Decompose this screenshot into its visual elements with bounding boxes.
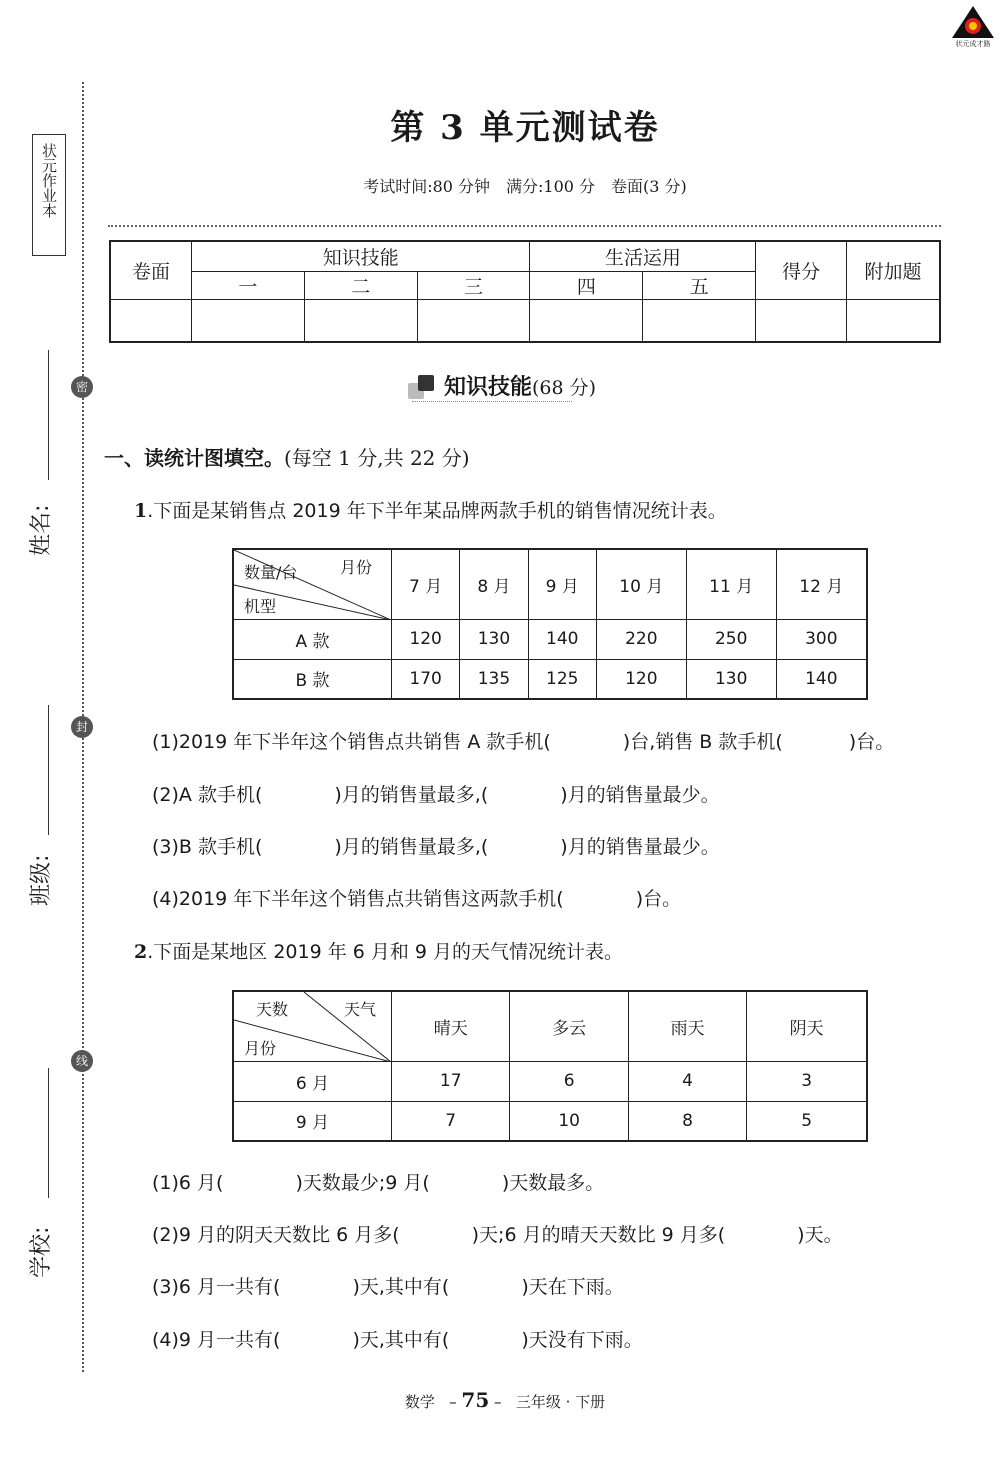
name-blank-line[interactable] (48, 350, 49, 480)
section-header (408, 370, 596, 403)
row-label: A 款 (233, 619, 392, 659)
score-header-defen: 得分 (756, 241, 847, 299)
month-header: 11 月 (686, 549, 776, 619)
corner-month: 月份 (340, 558, 373, 577)
exam-info: 考试时间:80 分钟 满分:100 分 卷面(3 分) (363, 177, 687, 196)
table-row (233, 1061, 867, 1101)
table-cell: 5 (747, 1101, 867, 1141)
class-blank-line[interactable] (48, 705, 49, 835)
sidebox-brand: 状元作业本 (32, 134, 66, 256)
score-cell[interactable] (530, 299, 643, 342)
score-cell[interactable] (417, 299, 530, 342)
score-col-5: 五 (643, 271, 756, 299)
score-cell[interactable] (191, 299, 304, 342)
problem-1-number: 1 (134, 500, 148, 522)
seal-feng: 封 (71, 716, 93, 738)
problem-2-number: 2 (134, 941, 148, 963)
weather-corner-cell (233, 991, 392, 1061)
p1-question-2: (2)A 款手机( )月的销售量最多,( )月的销售量最少。 (152, 784, 720, 806)
class-label: 班级: (29, 854, 54, 906)
table-row (233, 619, 867, 659)
score-header-juanmian: 卷面 (110, 241, 191, 299)
score-cell[interactable] (756, 299, 847, 342)
question-note: (每空 1 分,共 22 分) (284, 446, 470, 470)
table-cell: 17 (392, 1061, 510, 1101)
page-number: 75 (461, 1388, 490, 1412)
problem-1-text: .下面是某销售点 2019 年下半年某品牌两款手机的销售情况统计表。 (147, 500, 727, 522)
corner-weather: 天气 (344, 1000, 377, 1019)
corner-month: 月份 (244, 1039, 277, 1058)
question-heading (104, 442, 470, 471)
row-label: 6 月 (233, 1061, 392, 1101)
section-points: (68 分) (532, 377, 597, 399)
table-cell: 140 (776, 659, 867, 699)
school-label: 学校: (29, 1226, 54, 1278)
corner-quantity: 数量/台 (244, 563, 298, 582)
section-icon (408, 373, 438, 403)
p1-question-4: (4)2019 年下半年这个销售点共销售这两款手机( )台。 (152, 888, 682, 910)
section-title: 知识技能 (444, 375, 533, 400)
table-cell: 4 (628, 1061, 746, 1101)
score-cell[interactable] (847, 299, 940, 342)
table-cell: 120 (596, 659, 686, 699)
table-cell: 10 (510, 1101, 628, 1141)
weather-header: 雨天 (628, 991, 746, 1061)
table-cell: 6 (510, 1061, 628, 1101)
table-cell: 125 (528, 659, 596, 699)
weather-header: 晴天 (392, 991, 510, 1061)
table-cell: 300 (776, 619, 867, 659)
seal-xian: 线 (71, 1050, 93, 1072)
month-header: 8 月 (460, 549, 528, 619)
table-cell: 7 (392, 1101, 510, 1141)
table-row (233, 1101, 867, 1141)
month-header: 12 月 (776, 549, 867, 619)
table-cell: 3 (747, 1061, 867, 1101)
score-header-group1: 知识技能 (191, 241, 530, 271)
row-label: 9 月 (233, 1101, 392, 1141)
table-cell: 130 (686, 659, 776, 699)
svg-text:状元成才路: 状元成才路 (955, 40, 991, 48)
p2-question-4: (4)9 月一共有( )天,其中有( )天没有下雨。 (152, 1329, 643, 1351)
divider (108, 225, 941, 227)
score-header-group2: 生活运用 (530, 241, 756, 271)
p1-question-1: (1)2019 年下半年这个销售点共销售 A 款手机( )台,销售 B 款手机( )台。 (152, 731, 895, 753)
weather-header: 阴天 (747, 991, 867, 1061)
seal-mi: 密 (71, 376, 93, 398)
p2-question-1: (1)6 月( )天数最少;9 月( )天数最多。 (152, 1172, 605, 1194)
score-col-3: 三 (417, 271, 530, 299)
weather-header: 多云 (510, 991, 628, 1061)
question-label: 一、读统计图填空。 (104, 446, 284, 470)
corner-model: 机型 (244, 597, 277, 616)
table-cell: 8 (628, 1101, 746, 1141)
row-label: B 款 (233, 659, 392, 699)
table-cell: 250 (686, 619, 776, 659)
score-table (109, 240, 941, 343)
publisher-logo (950, 4, 996, 48)
weather-table (232, 990, 868, 1142)
table-cell: 120 (392, 619, 460, 659)
footer-grade: 三年级 · 下册 (515, 1393, 606, 1411)
footer-subject: 数学 (404, 1393, 435, 1411)
month-header: 9 月 (528, 549, 596, 619)
problem-2-text: .下面是某地区 2019 年 6 月和 9 月的天气情况统计表。 (147, 941, 624, 963)
month-header: 10 月 (596, 549, 686, 619)
section-underline (412, 401, 572, 402)
p2-question-3: (3)6 月一共有( )天,其中有( )天在下雨。 (152, 1276, 624, 1298)
name-label: 姓名: (29, 504, 54, 556)
score-col-4: 四 (530, 271, 643, 299)
score-col-2: 二 (304, 271, 417, 299)
sales-corner-cell (233, 549, 392, 619)
school-blank-line[interactable] (48, 1068, 49, 1198)
table-cell: 220 (596, 619, 686, 659)
table-row (233, 659, 867, 699)
table-cell: 170 (392, 659, 460, 699)
table-cell: 130 (460, 619, 528, 659)
p1-question-3: (3)B 款手机( )月的销售量最多,( )月的销售量最少。 (152, 836, 720, 858)
month-header: 7 月 (392, 549, 460, 619)
score-cell[interactable] (110, 299, 191, 342)
score-header-fujia: 附加题 (847, 241, 940, 299)
table-cell: 140 (528, 619, 596, 659)
problem-2-intro (134, 937, 623, 964)
score-cell[interactable] (643, 299, 756, 342)
page-footer: 数学 – 75 – 三年级 · 下册 (404, 1388, 606, 1412)
table-cell: 135 (460, 659, 528, 699)
page-title: 第 3 单元测试卷 (390, 108, 660, 148)
sales-table (232, 548, 868, 700)
problem-1-intro (134, 496, 727, 523)
p2-question-2: (2)9 月的阴天天数比 6 月多( )天;6 月的晴天天数比 9 月多( )天。 (152, 1224, 843, 1246)
score-cell[interactable] (304, 299, 417, 342)
score-col-1: 一 (191, 271, 304, 299)
corner-days: 天数 (256, 1000, 289, 1019)
